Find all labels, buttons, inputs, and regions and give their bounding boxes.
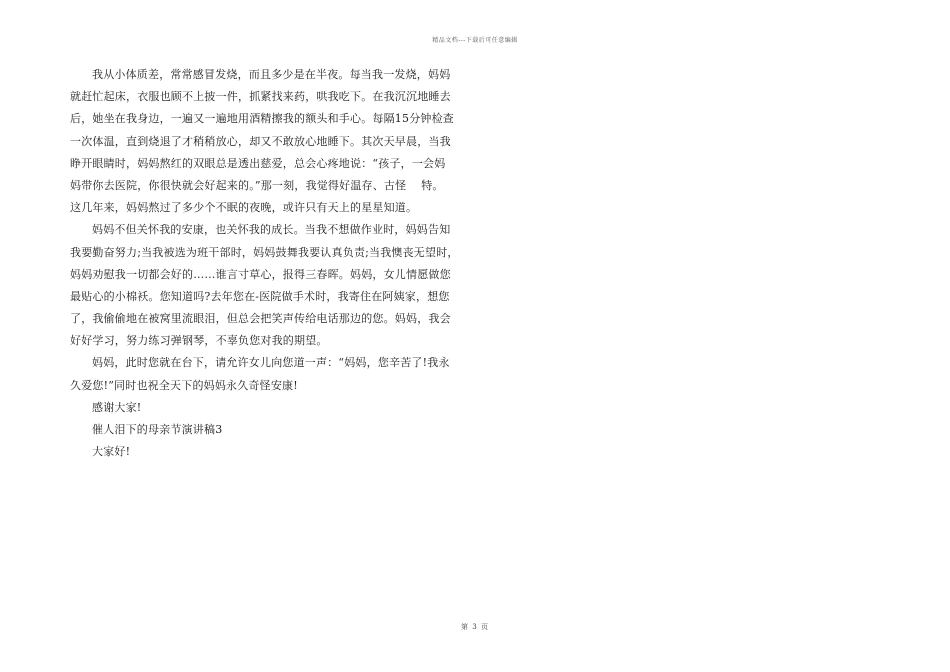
body-line: 妈妈，此时您就在台下，请允许女儿向您道一声：“妈妈，您辛苦了!我永	[92, 356, 450, 370]
body-line: 了，我偷偷地在被窝里流眼泪，但总会把笑声传给电话那边的您。妈妈，我会	[70, 312, 451, 326]
body-line: 就赶忙起床，衣服也顾不上披一件，抓紧找来药，哄我吃下。在我沉沉地睡去	[70, 90, 451, 104]
body-line: 睁开眼睛时，妈妈熬红的双眼总是透出慈爱，总会心疼地说：“孩子，一会妈	[70, 156, 446, 170]
body-line: 妈妈劝慰我一切都会好的……谁言寸草心，报得三春晖。妈妈，女儿情愿做您	[70, 267, 451, 281]
body-line: 一次体温，直到烧退了才稍稍放心，却又不敢放心地睡下。其次天早晨，当我	[70, 134, 451, 148]
section-heading: 催人泪下的母亲节演讲稿3	[92, 423, 223, 436]
body-line: 感谢大家!	[92, 400, 142, 414]
body-line: 大家好!	[92, 445, 131, 459]
body-line: 久爱您!”同时也祝全天下的妈妈永久奇怪安康!	[70, 378, 298, 392]
body-line: 妈带你去医院，你很快就会好起来的。”那一刻，我觉得好温存、古怪 特。	[70, 178, 444, 192]
body-line: 妈妈不但关怀我的安康，也关怀我的成长。当我不想做作业时，妈妈告知	[92, 223, 451, 237]
body-line: 最贴心的小棉袄。您知道吗?去年您在-医院做手术时，我寄住在阿姨家，想您	[70, 289, 450, 303]
page-header: 精品文档---下载后可任意编辑	[432, 37, 518, 44]
body-line: 好好学习，努力练习弹钢琴，不辜负您对我的期望。	[70, 334, 328, 348]
body-line: 我从小体质差，常常感冒发烧，而且多少是在半夜。每当我一发烧，妈妈	[92, 68, 451, 81]
body-line: 我要勤奋努力;当我被选为班干部时，妈妈鼓舞我要认真负责;当我懊丧无望时，	[70, 245, 459, 259]
body-line: 这几年来，妈妈熬过了多少个不眠的夜晚，或许只有天上的星星知道。	[70, 201, 418, 215]
body-line: 后，她坐在我身边，一遍又一遍地用酒精擦我的额头和手心。每隔15分钟检查	[70, 112, 454, 126]
document-body	[70, 64, 470, 463]
page-number: 第 3 页	[461, 623, 489, 631]
